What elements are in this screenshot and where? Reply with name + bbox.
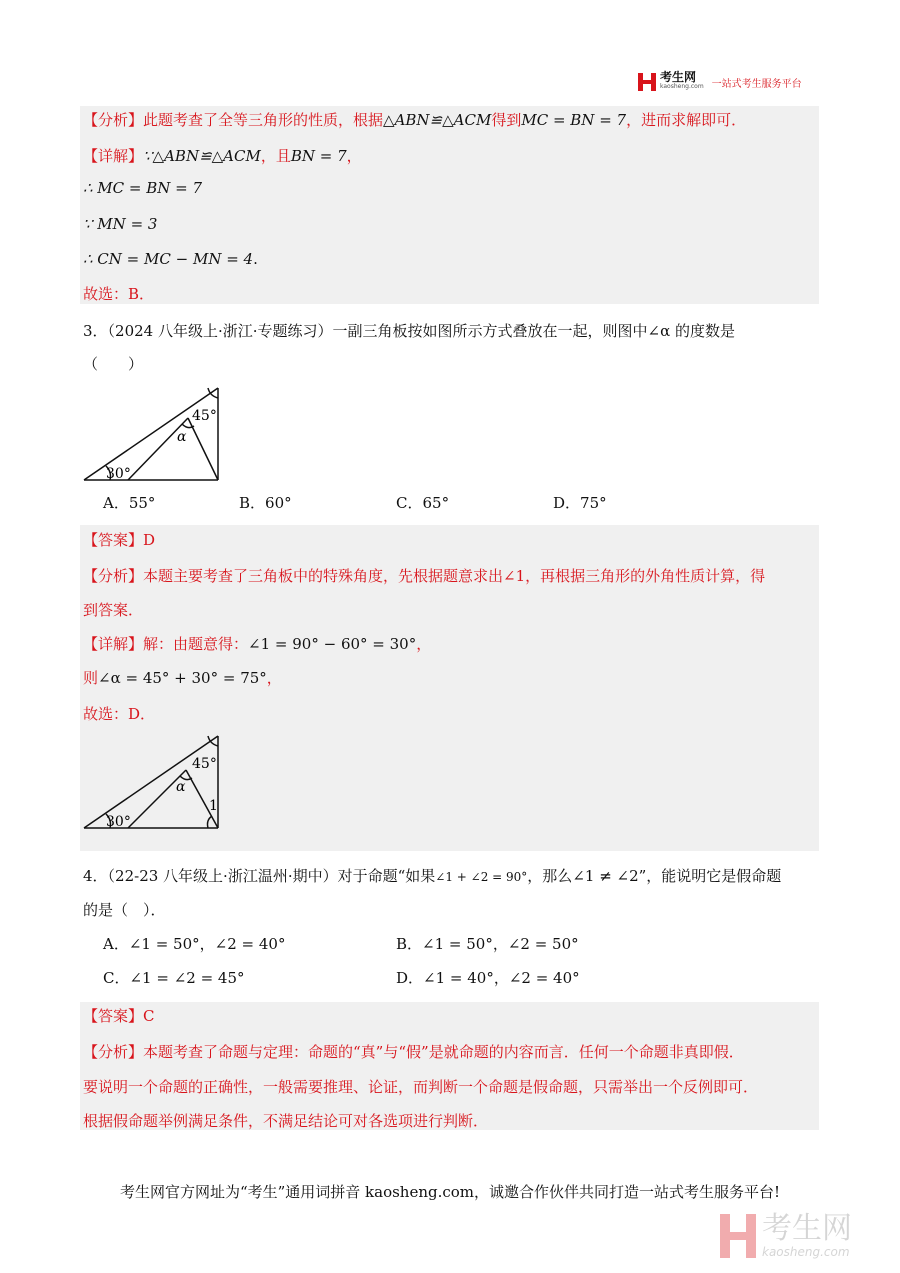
page-footer: 考生网官方网址为“考生”通用词拼音 kaosheng.com，诚邀合作伙伴共同打造一站式考生服务平台!	[119, 1183, 781, 1201]
detail-step-3: ∵ MN = 3	[83, 215, 158, 233]
q3-option-b[interactable]: B．60°	[239, 494, 292, 512]
solution-panel-q2	[80, 106, 819, 304]
q4-analysis-1: 【分析】本题考查了命题与定理：命题的“真”与“假”是就命题的内容而言．任何一个命题非真即假．	[83, 1043, 744, 1061]
q3-choice: 故选：D．	[83, 705, 156, 723]
q3-option-c[interactable]: C．65°	[396, 494, 450, 512]
q3-paren: （ ）	[83, 355, 144, 373]
q4-answer: 【答案】C	[83, 1007, 155, 1025]
q3-stem: 3．（2024 八年级上·浙江·专题练习）一副三角板按如图所示方式叠放在一起，则图中∠α 的度数是	[83, 322, 735, 340]
q3-detail-1: 【详解】解：由题意得：∠1 = 90° − 60° = 30°，	[83, 635, 432, 653]
watermark-url: kaosheng.com	[762, 1245, 850, 1259]
q3-solution-figure	[82, 734, 222, 830]
analysis-line: 【分析】此题考查了全等三角形的性质，根据△ABN≌△ACM得到MC = BN = 7，进而求解即可．	[83, 111, 747, 129]
triangle-figure	[82, 386, 222, 482]
q3-analysis-2: 到答案．	[83, 601, 144, 619]
q4-analysis-3: 根据假命题举例满足条件，不满足结论可对各选项进行判断．	[83, 1112, 489, 1130]
detail-step-4: ∴ CN = MC − MN = 4.	[83, 250, 258, 268]
watermark-logo-icon	[720, 1214, 756, 1258]
detail-line: 【详解】∵△ABN≌△ACM，且BN = 7，	[83, 147, 362, 165]
fig2-label-45: 45°	[192, 756, 217, 772]
detail-step-2: ∴ MC = BN = 7	[83, 179, 203, 197]
watermark	[720, 1208, 890, 1264]
q4-option-a[interactable]: A．∠1 = 50°，∠2 = 40°	[103, 935, 286, 953]
header-logo	[638, 72, 802, 92]
q4-option-c[interactable]: C．∠1 = ∠2 = 45°	[103, 969, 245, 987]
q3-option-a[interactable]: A．55°	[103, 494, 156, 512]
logo-tagline: 一站式考生服务平台	[711, 78, 802, 90]
q4-stem-2: 的是（ ）．	[83, 901, 166, 919]
logo-name: 考生网	[660, 70, 697, 84]
q4-stem: 4．（22-23 八年级上·浙江温州·期中）对于命题“如果∠1 + ∠2 = 90°，那么∠1 ≠ ∠2”，能说明它是假命题	[83, 867, 782, 885]
fig2-label-30: 30°	[106, 814, 131, 830]
q4-option-b[interactable]: B．∠1 = 50°，∠2 = 50°	[396, 935, 579, 953]
fig2-label-alpha: α	[176, 779, 186, 795]
q3-figure	[82, 386, 222, 482]
watermark-name: 考生网	[762, 1211, 852, 1246]
fig1-label-alpha: α	[177, 429, 187, 445]
q3-analysis-1: 【分析】本题主要考查了三角板中的特殊角度，先根据题意求出∠1，再根据三角形的外角性质计算，得	[83, 567, 766, 585]
logo-url: kaosheng.com	[660, 83, 704, 90]
fig2-label-1: 1	[209, 798, 218, 814]
q3-option-d[interactable]: D．75°	[553, 494, 607, 512]
triangle-figure-2	[82, 734, 222, 830]
q4-analysis-2: 要说明一个命题的正确性，一般需要推理、论证，而判断一个命题是假命题，只需举出一个反例即可．	[83, 1078, 759, 1096]
q4-option-d[interactable]: D．∠1 = 40°，∠2 = 40°	[396, 969, 580, 987]
fig1-label-45: 45°	[192, 408, 217, 424]
q3-answer: 【答案】D	[83, 531, 156, 549]
fig1-label-30: 30°	[106, 466, 131, 482]
q3-detail-2: 则∠α = 45° + 30° = 75°，	[83, 669, 282, 687]
choice-line: 故选：B．	[83, 285, 155, 303]
kaosheng-logo-icon	[638, 73, 656, 91]
